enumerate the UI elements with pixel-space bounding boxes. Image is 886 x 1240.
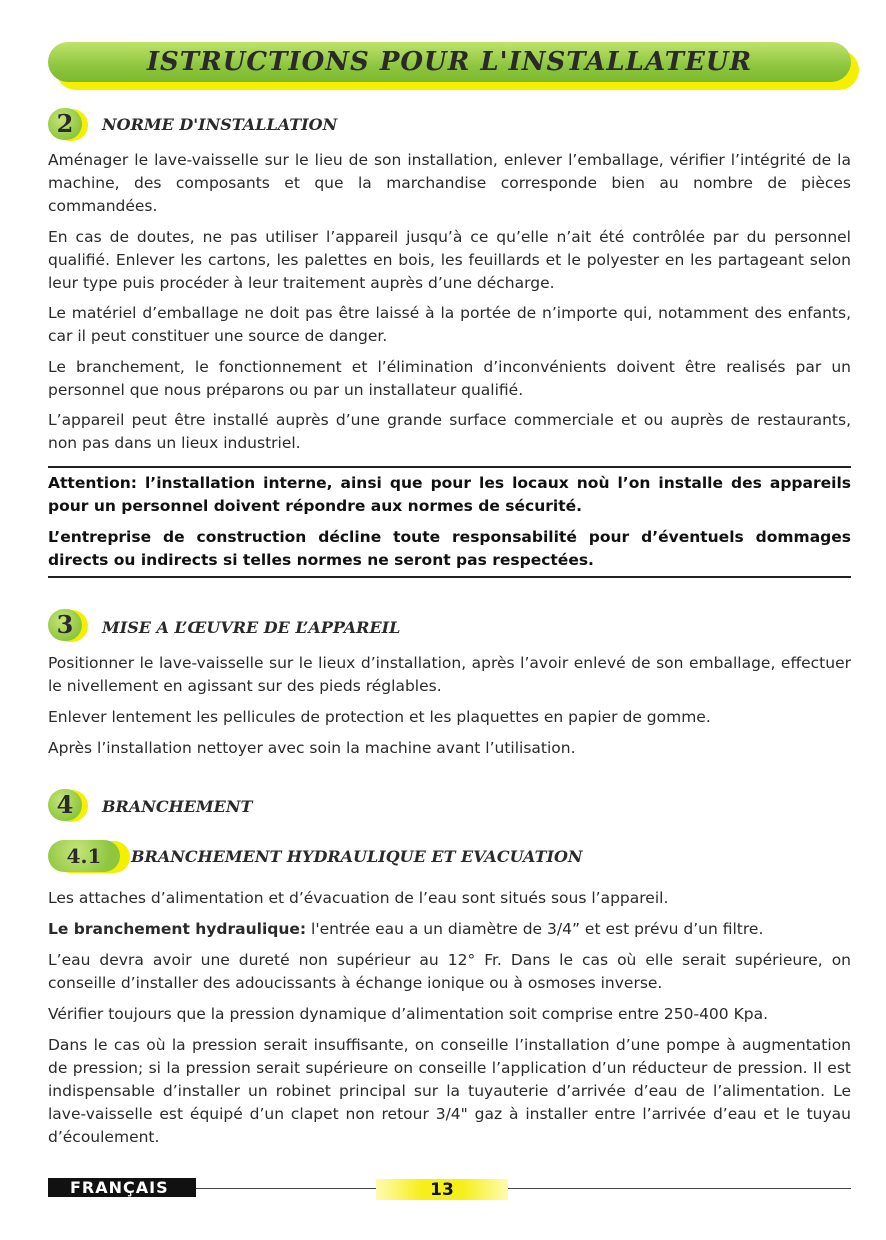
footer-language: FRANÇAIS: [48, 1178, 196, 1197]
title-banner: [48, 42, 851, 82]
section-4-1-badge: [48, 840, 130, 872]
section-4-1-paragraph: Dans le cas où la pression serait insuffisante, on conseille l’installation d’une pompe à augmentation de pression; si la pression serait supérieure on conseille l’application d’un réducteur de pression. Il est indispensable d’installer un robinet principal sur la tuyauterie d’arrivée d’eau de l’alimentation. Le lave-vaisselle est équipé d’un clapet non retour 3/4" gaz à installer entre l’arrivée d’eau et le tuyau d’écoulement.: [48, 1036, 851, 1146]
page-title: ISTRUCTIONS POUR L'INSTALLATEUR: [146, 47, 753, 77]
section-4-1-paragraph: [48, 918, 851, 941]
section-4-1-paragraph: L’eau devra avoir une dureté non supérieur au 12° Fr. Dans le cas où elle serait supérieure, on conseille d’installer des adoucissants à échange ionique ou à osmoses inverse.: [48, 951, 851, 992]
section-3-paragraph: Après l’installation nettoyer avec soin la machine avant l’utilisation.: [48, 739, 576, 757]
divider: [48, 466, 851, 468]
section-3-paragraph: Positionner le lave-vaisselle sur le lieux d’installation, après l’avoir enlevé de son emballage, effectuer le nivellement en agissant sur des pieds réglables.: [48, 654, 851, 695]
section-2-paragraph: Le matériel d’emballage ne doit pas être laissé à la portée de n’importe qui, notamment des enfants, car il peut constituer une source de danger.: [48, 304, 851, 345]
section-4-1-number: 4.1: [48, 840, 120, 872]
liability-warning: L’entreprise de construction décline toute responsabilité pour d’éventuels dommages directs ou indirects si telles normes ne seront pas respectées.: [48, 528, 851, 569]
footer-line: [196, 1188, 851, 1189]
hydraulic-label: Le branchement hydraulique:: [48, 920, 307, 938]
section-2-number: 2: [48, 108, 82, 140]
section-3-title: MISE A L’ŒUVRE DE L’APPAREIL: [102, 618, 401, 637]
section-2-badge: [48, 108, 86, 140]
divider: [48, 576, 851, 578]
section-4-1-paragraph: Vérifier toujours que la pression dynamique d’alimentation soit comprise entre 250-400 Kpa.: [48, 1005, 769, 1023]
section-2-paragraph: En cas de doutes, ne pas utiliser l’appareil jusqu’à ce qu’elle n’ait été contrôlée par du personnel qualifié. Enlever les cartons, les palettes en bois, les feuillards et le polyester en les partageant selon leur type puis procéder à leur traitement auprès d’une décharge.: [48, 228, 851, 292]
section-3-badge: [48, 609, 86, 641]
section-4-1-paragraph: Les attaches d’alimentation et d’évacuation de l’eau sont situés sous l’appareil.: [48, 889, 669, 907]
section-4-1-title: BRANCHEMENT HYDRAULIQUE ET EVACUATION: [131, 847, 583, 866]
section-2-paragraph: Aménager le lave-vaisselle sur le lieu de son installation, enlever l’emballage, vérifier l’intégrité de la machine, des composants et que la marchandise corresponde bien au nombre de pièces commandées.: [48, 151, 851, 215]
hydraulic-text: l'entrée eau a un diamètre de 3/4” et est prévu d’un filtre.: [306, 920, 764, 938]
page-number: 13: [376, 1179, 508, 1200]
section-4-badge: [48, 789, 86, 821]
section-4-number: 4: [48, 789, 82, 821]
section-3-paragraph: Enlever lentement les pellicules de protection et les plaquettes en papier de gomme.: [48, 708, 711, 726]
section-3-number: 3: [48, 609, 82, 641]
section-4-title: BRANCHEMENT: [102, 797, 253, 816]
section-2-paragraph: Le branchement, le fonctionnement et l’élimination d’inconvénients doivent être realisés par un personnel que nous préparons ou par un installateur qualifié.: [48, 358, 851, 399]
section-2-title: NORME D'INSTALLATION: [102, 115, 338, 134]
safety-warning: Attention: l’installation interne, ainsi que pour les locaux noù l’on installe des appareils pour un personnel doivent répondre aux normes de sécurité.: [48, 474, 851, 515]
section-2-paragraph: L’appareil peut être installé auprès d’une grande surface commerciale et ou auprès de restaurants, non pas dans un lieux industriel.: [48, 411, 851, 452]
